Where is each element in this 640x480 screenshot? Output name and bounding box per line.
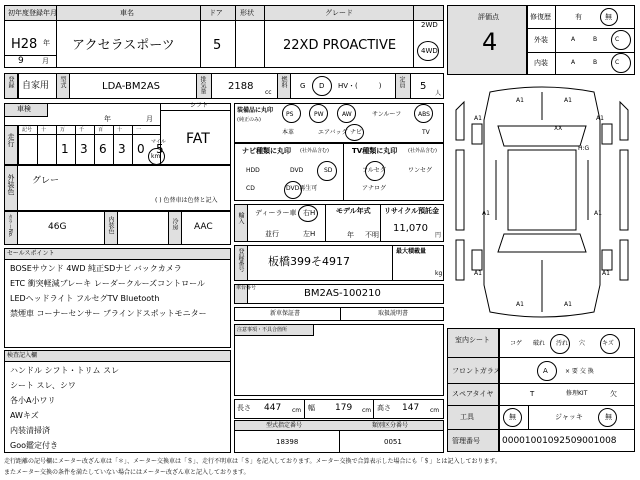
- manual-label: 取扱説明書: [378, 310, 409, 317]
- mileage-digit-3: 3: [118, 142, 126, 156]
- nav-item2-0: CD: [246, 185, 255, 192]
- height-value: 147: [402, 403, 420, 413]
- height-label: 高さ: [377, 404, 391, 412]
- drive-4wd: 4WD: [421, 47, 438, 55]
- model-year-unit: 年: [347, 231, 354, 239]
- equipment-circle-ps: [414, 104, 433, 123]
- records-row: [234, 307, 444, 321]
- recycle-label: リサイクル預託金: [384, 207, 440, 215]
- seat-item-0: コゲ: [510, 340, 523, 347]
- equipment-circle-abs: [337, 104, 356, 123]
- mgmt-label: 管理番号: [452, 437, 480, 445]
- handle-left: 左H: [303, 230, 316, 238]
- tv-sub: (社外品含む): [408, 148, 437, 154]
- seat-stain-circle: [550, 334, 570, 354]
- model-year-label: モデル年式: [336, 207, 371, 215]
- dealer-label: ディーラー車: [255, 209, 297, 217]
- repair-no-circle: [600, 8, 618, 26]
- height-cm: cm: [430, 407, 440, 414]
- mark-hood: XX: [554, 125, 563, 132]
- inspector-note-line-2: 各小A小ワリ: [10, 396, 56, 405]
- tools-value: 無: [509, 413, 516, 421]
- width-cm: cm: [362, 407, 372, 414]
- color-no-label: カラーNo.: [7, 214, 13, 238]
- displacement-label: 排気量: [199, 76, 206, 94]
- mark-rear-left: A1: [474, 270, 482, 277]
- length-label: 長さ: [237, 404, 251, 412]
- tv-item-1: ワンセグ: [408, 167, 433, 174]
- interior-color-label: 内装色: [107, 216, 114, 234]
- mark-front-right: A1: [564, 97, 572, 104]
- nav-sub: (社外品含む): [300, 148, 329, 154]
- inspector-note-line-4: 内装清掃済: [10, 426, 50, 435]
- seat-item-2: 汚れ: [556, 340, 569, 347]
- fuel-d: D: [319, 82, 325, 90]
- footer-line-2: またメーター交換の条件を満たしていない場合にはメーター改ざん車と記入しております。: [4, 469, 250, 476]
- nav-label: ナビ種類に丸印: [242, 147, 291, 155]
- digit-header-0: 記号: [22, 127, 33, 133]
- int-label: 内装: [534, 59, 548, 67]
- spare-t: T: [530, 390, 535, 398]
- tools-label: 工具: [460, 413, 474, 421]
- seat-item-4: キズ: [602, 340, 614, 347]
- fuel-g: G: [300, 82, 306, 90]
- sales-point-line-3: 禁煙車 コーナーセンサー ブラインドスポットモニター: [10, 309, 207, 318]
- inspection-month-unit: 月: [146, 115, 153, 123]
- equipment-item2-2: ナビ: [350, 129, 363, 136]
- kg-unit: kg: [435, 270, 443, 277]
- mileage-digit-2: 6: [99, 142, 107, 156]
- chassis-label: 車台番号: [236, 285, 257, 291]
- score-label: 評価点: [478, 13, 499, 21]
- class-label: 類別区分番号: [372, 422, 409, 429]
- capacity-unit: 人: [435, 90, 442, 97]
- seat-item-3: 穴: [579, 340, 586, 347]
- equipment-sublabel: (純正のみ): [237, 117, 261, 123]
- seat-label: 室内シート: [455, 336, 490, 344]
- nav-sd-circle: [317, 161, 337, 181]
- capacity-value: 5: [420, 81, 427, 92]
- nav-dvd-play-circle: [284, 181, 302, 199]
- color-no-value: 46G: [48, 222, 67, 232]
- equipment-item-4: ABS: [418, 111, 430, 118]
- fuel-hv: HV・( ): [338, 82, 382, 90]
- grade-ext-A: A: [571, 36, 576, 43]
- windshield-a-circle: [537, 361, 557, 381]
- digit-header-5: 十: [117, 127, 123, 133]
- model-label: 型式: [59, 76, 66, 88]
- width-label: 幅: [308, 404, 315, 412]
- model-value: LDA-BM2AS: [102, 81, 161, 92]
- equipment-circle-aw: [309, 104, 328, 123]
- warranty-label: 新車保証書: [270, 310, 301, 317]
- sales-point-line-1: ETC 衝突軽減ブレーキ レーダークルーズコントロール: [10, 279, 206, 288]
- seat-scratch-circle: [600, 334, 620, 354]
- drive-2wd: 2WD: [421, 21, 438, 29]
- jack-circle: [598, 408, 617, 427]
- sales-point-line-2: LEDヘッドライト フルセグTV Bluetooth: [10, 294, 160, 303]
- displacement-value: 2188: [228, 81, 254, 92]
- equipment-item2-0: 本革: [282, 129, 295, 136]
- mgmt-value: 00001001092509001008: [502, 436, 617, 446]
- ext-label: 外装: [534, 36, 548, 44]
- ac-label: 冷房: [171, 218, 178, 230]
- capacity-label: 定員: [398, 76, 405, 88]
- grade-ext-B: B: [593, 36, 598, 43]
- spare-label: スペアタイヤ: [452, 390, 494, 398]
- month-unit: 月: [42, 57, 49, 65]
- grade-int-B: B: [593, 59, 598, 66]
- tv-item2-0: アナログ: [362, 185, 387, 192]
- ext-grade-circle: [611, 30, 631, 50]
- equipment-label: 装備品に丸印: [237, 107, 274, 114]
- class-value: 0051: [384, 438, 402, 446]
- first-reg-era: H28: [11, 37, 38, 52]
- plate-label: 登録番号: [237, 248, 244, 272]
- km-circle: [148, 148, 165, 165]
- inspector-notes-label: 検査記入欄: [7, 352, 38, 359]
- equipment-item2-1: エアバッグ: [318, 129, 348, 136]
- jack-value: 無: [605, 413, 612, 421]
- inspector-note-line-0: ハンドル シフト・トリム スレ: [10, 366, 120, 375]
- mark-fender-right: A1: [596, 115, 604, 122]
- nav-item-1: DVD: [290, 167, 304, 174]
- windshield-x: × 要 交 換: [565, 368, 594, 375]
- mileage-digit-1: 3: [80, 142, 88, 156]
- length-value: 447: [264, 403, 282, 413]
- grade-value: 22XD PROACTIVE: [283, 38, 397, 53]
- tools-circle: [503, 408, 522, 427]
- type-label: 型式指定番号: [266, 422, 303, 429]
- type-value: 18398: [276, 438, 299, 446]
- inspection-label: 車検: [17, 105, 31, 113]
- equipment-item-2: AW: [342, 111, 352, 118]
- caution-label: 注意事項・不具合箇所: [237, 327, 288, 333]
- mark-front-left: A1: [516, 97, 524, 104]
- score-value: 4: [482, 28, 498, 56]
- grade-int-C: C: [615, 59, 620, 66]
- int-grade-circle: [611, 53, 631, 73]
- mark-door-right: A1: [594, 210, 602, 217]
- mileage-digit-4: 0: [137, 142, 145, 156]
- shift-label: シフト: [190, 102, 209, 109]
- seat-item-1: 破れ: [533, 340, 546, 347]
- digit-header-4: 百: [98, 127, 104, 133]
- exterior-label: 外装色: [7, 174, 15, 195]
- equipment-item-1: PW: [314, 111, 324, 118]
- tv-label: TV種類に丸印: [352, 147, 398, 155]
- sales-points-label: セールスポイント: [7, 250, 55, 257]
- width-value: 179: [335, 403, 353, 413]
- parallel-label: 並行: [265, 230, 279, 238]
- sales-point-line-0: BOSEサウンド 4WD 純正SDナビ バックカメラ: [10, 264, 182, 273]
- mark-fender-left: A1: [474, 115, 482, 122]
- max-load-label: 最大積載量: [396, 248, 427, 255]
- cc-unit: cc: [265, 89, 272, 96]
- equipment-item-3: サンルーフ: [372, 111, 402, 118]
- digit-header-3: 千: [79, 127, 85, 133]
- repair-label: 修復歴: [530, 13, 551, 21]
- inspection-year-unit: 年: [104, 115, 111, 123]
- tv-item-0: フルセグ: [362, 167, 386, 174]
- mark-door-left: A1: [482, 210, 490, 217]
- grade-label: グレード: [325, 9, 353, 17]
- fuel-label: 燃料: [280, 76, 287, 88]
- windshield-a: A: [543, 367, 548, 375]
- inspector-note-line-3: AWキズ: [10, 411, 39, 420]
- chassis-value: BM2AS-100210: [304, 288, 381, 299]
- fuel-d-circle: [312, 76, 332, 96]
- repair-yes: 有: [575, 13, 582, 21]
- mark-rear-right: A1: [602, 270, 610, 277]
- km-label: km: [151, 153, 161, 160]
- mark-rear-bumper-right: A1: [564, 301, 572, 308]
- year-unit: 年: [43, 39, 50, 47]
- mileage-digit-0: 1: [61, 142, 69, 156]
- mark-hg: H:G: [578, 145, 590, 152]
- spare-kit: 修理KIT: [566, 390, 588, 397]
- exterior-color: グレー: [32, 176, 60, 186]
- car-name-label: 車名: [120, 9, 134, 17]
- grade-int-A: A: [571, 59, 576, 66]
- mark-rear-bumper-left: A1: [516, 301, 524, 308]
- nav-item-2: SD: [324, 167, 333, 174]
- mileage-digit-5: 5: [156, 142, 164, 156]
- run-label: 走行: [7, 133, 15, 147]
- footer-line-1: 走行距離の記号欄にメーター改ざん車は「＊」、メーター交換車は「＄」、走行不明車は「＄」を記入しております。メーター交換で合算表示した場合にも「＄」とは記入しております。: [4, 458, 502, 465]
- nav-item-0: HDD: [246, 167, 260, 174]
- model-year-unknown: 不明: [365, 231, 379, 239]
- exterior-block: [4, 165, 231, 211]
- plate-value: 板橋399そ4917: [268, 255, 350, 268]
- equipment-circle-navi: [345, 124, 364, 141]
- import-label: 輸入: [237, 212, 244, 224]
- tv-fullseg-circle: [365, 161, 385, 181]
- shift-value: FAT: [186, 131, 210, 147]
- reg-label: 登録: [7, 76, 14, 88]
- mile-label: マイル: [151, 139, 166, 145]
- handle-right: 右H: [303, 209, 316, 217]
- inspector-note-line-5: Goo鑑定付き: [10, 441, 58, 450]
- nav-item2-1: DVD再生可: [286, 185, 318, 192]
- equipment-item2-3: TV: [422, 129, 430, 136]
- car-name: アクセラスポーツ: [72, 38, 175, 53]
- grade-ext-C: C: [615, 36, 620, 43]
- use-value: 自家用: [22, 81, 50, 91]
- recycle-value: 11,070: [393, 223, 428, 234]
- equipment-circle-pw: [282, 104, 301, 123]
- handle-right-circle: [298, 205, 318, 222]
- first-reg-month: 9: [18, 56, 24, 66]
- first-reg-label: 初年度登録年月: [8, 9, 57, 17]
- digit-header-6: 一: [136, 127, 142, 133]
- spare-none: 欠: [610, 390, 617, 398]
- digit-header-1: 十: [41, 127, 47, 133]
- drive-4wd-circle: [417, 41, 439, 61]
- shape-label: 形状: [240, 9, 254, 17]
- windshield-label: フロントガラス: [452, 367, 501, 375]
- door-label: ドア: [209, 9, 223, 17]
- equipment-item-0: PS: [286, 111, 294, 118]
- ac-value: AAC: [194, 222, 213, 232]
- jack-label: ジャッキ: [555, 413, 583, 421]
- inspector-note-line-1: シート スレ、シワ: [10, 381, 76, 390]
- yen-unit: 円: [435, 232, 442, 239]
- length-cm: cm: [292, 407, 302, 414]
- car-damage-diagram: [450, 80, 634, 325]
- digit-header-2: 万: [60, 127, 66, 133]
- exterior-note: ( ) 色替車は色替と記入: [155, 197, 218, 204]
- repair-no: 無: [605, 13, 612, 21]
- doors-value: 5: [213, 38, 222, 53]
